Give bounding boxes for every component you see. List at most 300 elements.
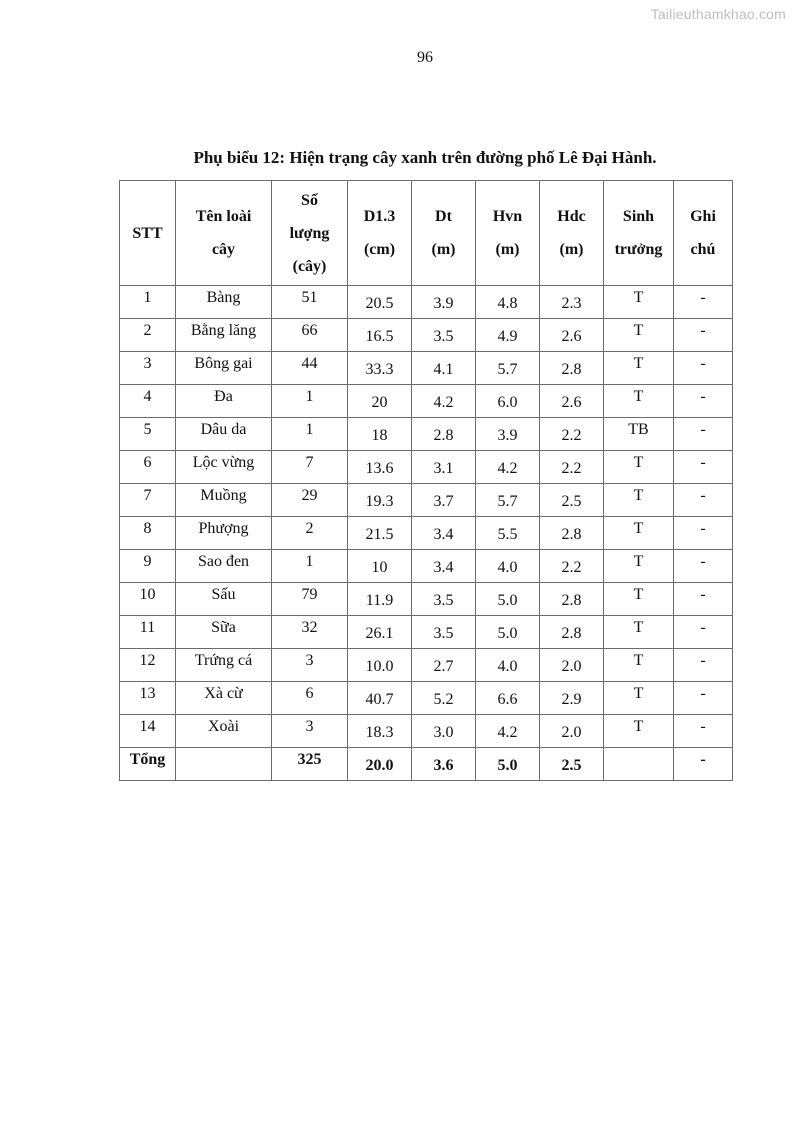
cell-d13 xyxy=(348,286,412,319)
column-header-hdc xyxy=(540,181,604,286)
cell-stt xyxy=(120,484,176,517)
cell-d13 xyxy=(348,319,412,352)
cell-hdc xyxy=(540,319,604,352)
cell-value: 6 xyxy=(143,454,152,471)
cell-value: Sữa xyxy=(211,619,236,636)
cell-hvn xyxy=(476,748,540,781)
cell-growth xyxy=(604,352,674,385)
cell-value: 6 xyxy=(305,685,314,702)
cell-value: 2.6 xyxy=(561,328,582,345)
cell-note xyxy=(674,550,733,583)
table-row xyxy=(120,715,733,748)
table-row xyxy=(120,682,733,715)
cell-value: 2.0 xyxy=(561,724,582,741)
cell-value: Xoài xyxy=(207,718,240,735)
cell-hvn xyxy=(476,682,540,715)
cell-value: 2 xyxy=(143,322,152,339)
cell-value: 20.0 xyxy=(365,757,394,774)
cell-value: 18 xyxy=(371,427,388,444)
cell-note xyxy=(674,418,733,451)
cell-value: 1 xyxy=(305,421,314,438)
cell-value: 4.8 xyxy=(497,295,518,312)
cell-value: Tổng xyxy=(129,751,166,768)
cell-quantity xyxy=(272,715,348,748)
cell-hvn xyxy=(476,385,540,418)
cell-value: 4.2 xyxy=(497,460,518,477)
cell-value: T xyxy=(633,685,644,702)
cell-value: - xyxy=(700,421,706,438)
cell-hvn xyxy=(476,451,540,484)
cell-hdc xyxy=(540,385,604,418)
cell-value: 3.9 xyxy=(497,427,518,444)
table-row xyxy=(120,484,733,517)
cell-quantity xyxy=(272,319,348,352)
cell-growth xyxy=(604,418,674,451)
cell-value: 11 xyxy=(139,619,156,636)
cell-species-name xyxy=(176,517,272,550)
cell-value: - xyxy=(700,454,706,471)
cell-value: Đa xyxy=(214,388,233,405)
cell-value: 10.0 xyxy=(365,658,394,675)
cell-value: 2.2 xyxy=(561,460,582,477)
cell-species-name xyxy=(176,682,272,715)
cell-hvn xyxy=(476,715,540,748)
cell-value: 3.7 xyxy=(433,493,454,510)
cell-growth xyxy=(604,517,674,550)
cell-value: 3.4 xyxy=(433,559,454,576)
table-row xyxy=(120,319,733,352)
column-header-line: Hvn xyxy=(492,208,523,225)
cell-hvn xyxy=(476,649,540,682)
cell-d13 xyxy=(348,550,412,583)
cell-value: 6.6 xyxy=(497,691,518,708)
cell-value: 8 xyxy=(143,520,152,537)
cell-value: 13.6 xyxy=(365,460,394,477)
table-body xyxy=(120,286,733,781)
cell-growth xyxy=(604,484,674,517)
cell-value: 21.5 xyxy=(365,526,394,543)
cell-d13 xyxy=(348,748,412,781)
cell-d13 xyxy=(348,451,412,484)
table-row xyxy=(120,649,733,682)
cell-value: - xyxy=(700,586,706,603)
cell-stt xyxy=(120,385,176,418)
cell-dt xyxy=(412,319,476,352)
cell-value: 2.2 xyxy=(561,559,582,576)
cell-growth xyxy=(604,583,674,616)
cell-value: - xyxy=(700,553,706,570)
cell-value: Trứng cá xyxy=(194,652,253,669)
column-header-line: trưởng xyxy=(614,241,663,258)
cell-growth xyxy=(604,286,674,319)
cell-dt xyxy=(412,616,476,649)
cell-species-name xyxy=(176,649,272,682)
cell-species-name xyxy=(176,418,272,451)
cell-hdc xyxy=(540,682,604,715)
cell-species-name xyxy=(176,286,272,319)
cell-quantity xyxy=(272,352,348,385)
cell-value: T xyxy=(633,652,644,669)
cell-growth xyxy=(604,616,674,649)
tree-inventory-table xyxy=(119,180,733,781)
cell-hdc xyxy=(540,517,604,550)
cell-dt xyxy=(412,682,476,715)
cell-value: 3.6 xyxy=(433,757,454,774)
cell-value: 2.5 xyxy=(561,757,582,774)
cell-hdc xyxy=(540,451,604,484)
cell-d13 xyxy=(348,616,412,649)
cell-species-name xyxy=(176,748,272,781)
cell-value: Muồng xyxy=(200,487,247,504)
cell-value: 4.0 xyxy=(497,658,518,675)
column-header-line: Hdc xyxy=(557,208,586,225)
cell-value: 1 xyxy=(143,289,152,306)
cell-value: 79 xyxy=(301,586,318,603)
cell-value: 33.3 xyxy=(365,361,394,378)
cell-value: 2.2 xyxy=(561,427,582,444)
cell-value: - xyxy=(700,355,706,372)
cell-growth xyxy=(604,649,674,682)
cell-hdc xyxy=(540,550,604,583)
column-header-d13 xyxy=(348,181,412,286)
cell-d13 xyxy=(348,352,412,385)
cell-value: 2.8 xyxy=(561,361,582,378)
cell-value: T xyxy=(633,355,644,372)
cell-hdc xyxy=(540,484,604,517)
cell-value: Phượng xyxy=(198,520,249,537)
column-header-line: (cây) xyxy=(292,257,327,275)
cell-quantity xyxy=(272,385,348,418)
cell-value: 18.3 xyxy=(365,724,394,741)
cell-dt xyxy=(412,649,476,682)
cell-value: - xyxy=(700,520,706,537)
cell-note xyxy=(674,352,733,385)
cell-d13 xyxy=(348,583,412,616)
cell-stt xyxy=(120,517,176,550)
cell-value: T xyxy=(633,454,644,471)
column-header-growth xyxy=(604,181,674,286)
cell-value: 2.8 xyxy=(561,625,582,642)
cell-value xyxy=(604,748,673,757)
cell-value: T xyxy=(633,619,644,636)
cell-value: T xyxy=(633,718,644,735)
cell-dt xyxy=(412,517,476,550)
cell-value: 5.2 xyxy=(433,691,454,708)
cell-stt xyxy=(120,616,176,649)
cell-value: 4.1 xyxy=(433,361,454,378)
cell-value: 4.2 xyxy=(433,394,454,411)
table-row xyxy=(120,451,733,484)
cell-value: Sấu xyxy=(211,586,236,603)
cell-value: 1 xyxy=(305,388,314,405)
cell-quantity xyxy=(272,649,348,682)
cell-value: 3.5 xyxy=(433,625,454,642)
cell-value: 44 xyxy=(301,355,318,372)
cell-species-name xyxy=(176,385,272,418)
cell-value: - xyxy=(700,751,706,768)
cell-value: T xyxy=(633,322,644,339)
cell-value: 5.7 xyxy=(497,361,518,378)
cell-note xyxy=(674,715,733,748)
cell-note xyxy=(674,286,733,319)
cell-value: 10 xyxy=(371,559,388,576)
cell-hvn xyxy=(476,616,540,649)
cell-stt xyxy=(120,550,176,583)
cell-value: 2.7 xyxy=(433,658,454,675)
cell-value: 1 xyxy=(305,553,314,570)
cell-value: T xyxy=(633,586,644,603)
column-header-line: (m) xyxy=(431,241,456,258)
column-header-species-name xyxy=(176,181,272,286)
cell-dt xyxy=(412,583,476,616)
cell-value: T xyxy=(633,289,644,306)
page-number: 96 xyxy=(417,49,433,66)
cell-hdc xyxy=(540,748,604,781)
cell-value: 66 xyxy=(301,322,318,339)
column-header-line: (m) xyxy=(559,241,584,258)
cell-species-name xyxy=(176,616,272,649)
cell-value: 2.8 xyxy=(561,592,582,609)
cell-stt xyxy=(120,418,176,451)
table-caption: Phụ biểu 12: Hiện trạng cây xanh trên đường phố Lê Đại Hành. xyxy=(193,148,657,167)
cell-note xyxy=(674,616,733,649)
cell-value: Bàng xyxy=(206,289,241,306)
cell-hdc xyxy=(540,715,604,748)
cell-stt xyxy=(120,583,176,616)
column-header-line: Dt xyxy=(435,208,452,225)
cell-value: 5.0 xyxy=(497,592,518,609)
cell-value: Bằng lăng xyxy=(190,322,257,339)
cell-d13 xyxy=(348,517,412,550)
cell-value: 13 xyxy=(139,685,156,702)
cell-note xyxy=(674,649,733,682)
cell-value: 3 xyxy=(305,718,314,735)
column-header-note xyxy=(674,181,733,286)
cell-value: 3 xyxy=(305,652,314,669)
cell-d13 xyxy=(348,649,412,682)
cell-value: 2.0 xyxy=(561,658,582,675)
cell-value: 4.9 xyxy=(497,328,518,345)
cell-value: 5.0 xyxy=(497,757,518,774)
cell-hvn xyxy=(476,286,540,319)
cell-growth xyxy=(604,319,674,352)
cell-value: 40.7 xyxy=(365,691,394,708)
cell-value: TB xyxy=(628,421,649,438)
total-row xyxy=(120,748,733,781)
cell-species-name xyxy=(176,352,272,385)
cell-dt xyxy=(412,385,476,418)
cell-quantity xyxy=(272,451,348,484)
cell-value: 20.5 xyxy=(365,295,394,312)
cell-species-name xyxy=(176,484,272,517)
cell-value: 10 xyxy=(139,586,156,603)
column-header-line: (m) xyxy=(495,241,520,258)
cell-dt xyxy=(412,748,476,781)
cell-hvn xyxy=(476,550,540,583)
cell-hvn xyxy=(476,319,540,352)
cell-value: 7 xyxy=(143,487,152,504)
cell-value: 26.1 xyxy=(365,625,394,642)
cell-growth xyxy=(604,715,674,748)
cell-value: 51 xyxy=(301,289,318,306)
cell-note xyxy=(674,451,733,484)
column-header-line: chú xyxy=(690,241,716,258)
cell-growth xyxy=(604,550,674,583)
cell-hvn xyxy=(476,517,540,550)
cell-value: Bông gai xyxy=(194,355,253,372)
cell-hdc xyxy=(540,583,604,616)
cell-stt xyxy=(120,715,176,748)
cell-value: 4 xyxy=(143,388,152,405)
cell-value: 6.0 xyxy=(497,394,518,411)
cell-value: 3 xyxy=(143,355,152,372)
cell-value: 2.8 xyxy=(561,526,582,543)
cell-quantity xyxy=(272,682,348,715)
cell-dt xyxy=(412,484,476,517)
cell-growth xyxy=(604,451,674,484)
cell-value: - xyxy=(700,652,706,669)
cell-dt xyxy=(412,550,476,583)
table-row xyxy=(120,286,733,319)
cell-value: 3.4 xyxy=(433,526,454,543)
cell-value: 14 xyxy=(139,718,156,735)
cell-d13 xyxy=(348,418,412,451)
column-header-line: cây xyxy=(211,241,236,258)
cell-dt xyxy=(412,352,476,385)
cell-value: T xyxy=(633,388,644,405)
cell-value: Sao đen xyxy=(197,553,250,570)
cell-stt xyxy=(120,682,176,715)
cell-value: 325 xyxy=(297,751,322,768)
cell-note xyxy=(674,484,733,517)
column-header-line: D1.3 xyxy=(363,208,396,225)
cell-quantity xyxy=(272,286,348,319)
cell-value: 2.5 xyxy=(561,493,582,510)
cell-quantity xyxy=(272,583,348,616)
cell-dt xyxy=(412,715,476,748)
cell-value: 2.3 xyxy=(561,295,582,312)
cell-value: Dâu da xyxy=(200,421,247,438)
column-header-dt xyxy=(412,181,476,286)
cell-d13 xyxy=(348,715,412,748)
cell-growth xyxy=(604,748,674,781)
cell-value: 3.5 xyxy=(433,328,454,345)
cell-hdc xyxy=(540,352,604,385)
cell-d13 xyxy=(348,682,412,715)
cell-value: T xyxy=(633,553,644,570)
cell-value: - xyxy=(700,487,706,504)
column-header-line: Sinh xyxy=(622,208,655,225)
cell-note xyxy=(674,748,733,781)
table-row xyxy=(120,616,733,649)
cell-value: 2.6 xyxy=(561,394,582,411)
cell-hdc xyxy=(540,286,604,319)
cell-value: 5.0 xyxy=(497,625,518,642)
cell-quantity xyxy=(272,748,348,781)
cell-hvn xyxy=(476,418,540,451)
column-header-line: Tên loài xyxy=(195,208,252,225)
cell-value: 3.0 xyxy=(433,724,454,741)
table-row xyxy=(120,418,733,451)
cell-value: 9 xyxy=(143,553,152,570)
cell-value: 16.5 xyxy=(365,328,394,345)
cell-stt xyxy=(120,286,176,319)
cell-quantity xyxy=(272,418,348,451)
cell-quantity xyxy=(272,550,348,583)
table-row xyxy=(120,352,733,385)
cell-hvn xyxy=(476,583,540,616)
cell-value: - xyxy=(700,322,706,339)
cell-hvn xyxy=(476,352,540,385)
cell-hdc xyxy=(540,649,604,682)
cell-value: 4.2 xyxy=(497,724,518,741)
cell-value: T xyxy=(633,520,644,537)
cell-value: - xyxy=(700,388,706,405)
cell-growth xyxy=(604,385,674,418)
cell-note xyxy=(674,385,733,418)
cell-value: 19.3 xyxy=(365,493,394,510)
cell-stt xyxy=(120,748,176,781)
cell-species-name xyxy=(176,583,272,616)
cell-value: 12 xyxy=(139,652,156,669)
cell-species-name xyxy=(176,715,272,748)
cell-value: Xà cừ xyxy=(204,685,243,702)
cell-value: 29 xyxy=(301,487,318,504)
column-header-stt xyxy=(120,181,176,286)
cell-note xyxy=(674,682,733,715)
cell-value: 2 xyxy=(305,520,314,537)
cell-dt xyxy=(412,451,476,484)
cell-note xyxy=(674,319,733,352)
cell-stt xyxy=(120,451,176,484)
column-header-line: (cm) xyxy=(363,241,396,258)
column-header-line: Số xyxy=(301,191,318,209)
table-row xyxy=(120,385,733,418)
cell-value: - xyxy=(700,718,706,735)
cell-species-name xyxy=(176,451,272,484)
cell-value: 32 xyxy=(301,619,318,636)
cell-value: 3.1 xyxy=(433,460,454,477)
cell-value: - xyxy=(700,289,706,306)
cell-value: 11.9 xyxy=(365,592,394,609)
table-row xyxy=(120,583,733,616)
cell-value: - xyxy=(700,685,706,702)
cell-species-name xyxy=(176,319,272,352)
cell-value: 5 xyxy=(143,421,152,438)
cell-quantity xyxy=(272,484,348,517)
cell-note xyxy=(674,583,733,616)
cell-value: 20 xyxy=(371,394,388,411)
cell-value: 2.8 xyxy=(433,427,454,444)
cell-value: 3.9 xyxy=(433,295,454,312)
cell-value: 4.0 xyxy=(497,559,518,576)
column-header-line: STT xyxy=(132,224,163,242)
cell-value xyxy=(176,748,271,757)
cell-stt xyxy=(120,649,176,682)
cell-growth xyxy=(604,682,674,715)
watermark: Tailieuthamkhao.com xyxy=(650,6,786,22)
table-row xyxy=(120,550,733,583)
table-header-row xyxy=(120,181,733,286)
cell-value: 2.9 xyxy=(561,691,582,708)
cell-value: 7 xyxy=(305,454,314,471)
column-header-line: lượng xyxy=(289,224,330,242)
cell-stt xyxy=(120,319,176,352)
table-row xyxy=(120,517,733,550)
cell-hvn xyxy=(476,484,540,517)
cell-species-name xyxy=(176,550,272,583)
column-header-hvn xyxy=(476,181,540,286)
